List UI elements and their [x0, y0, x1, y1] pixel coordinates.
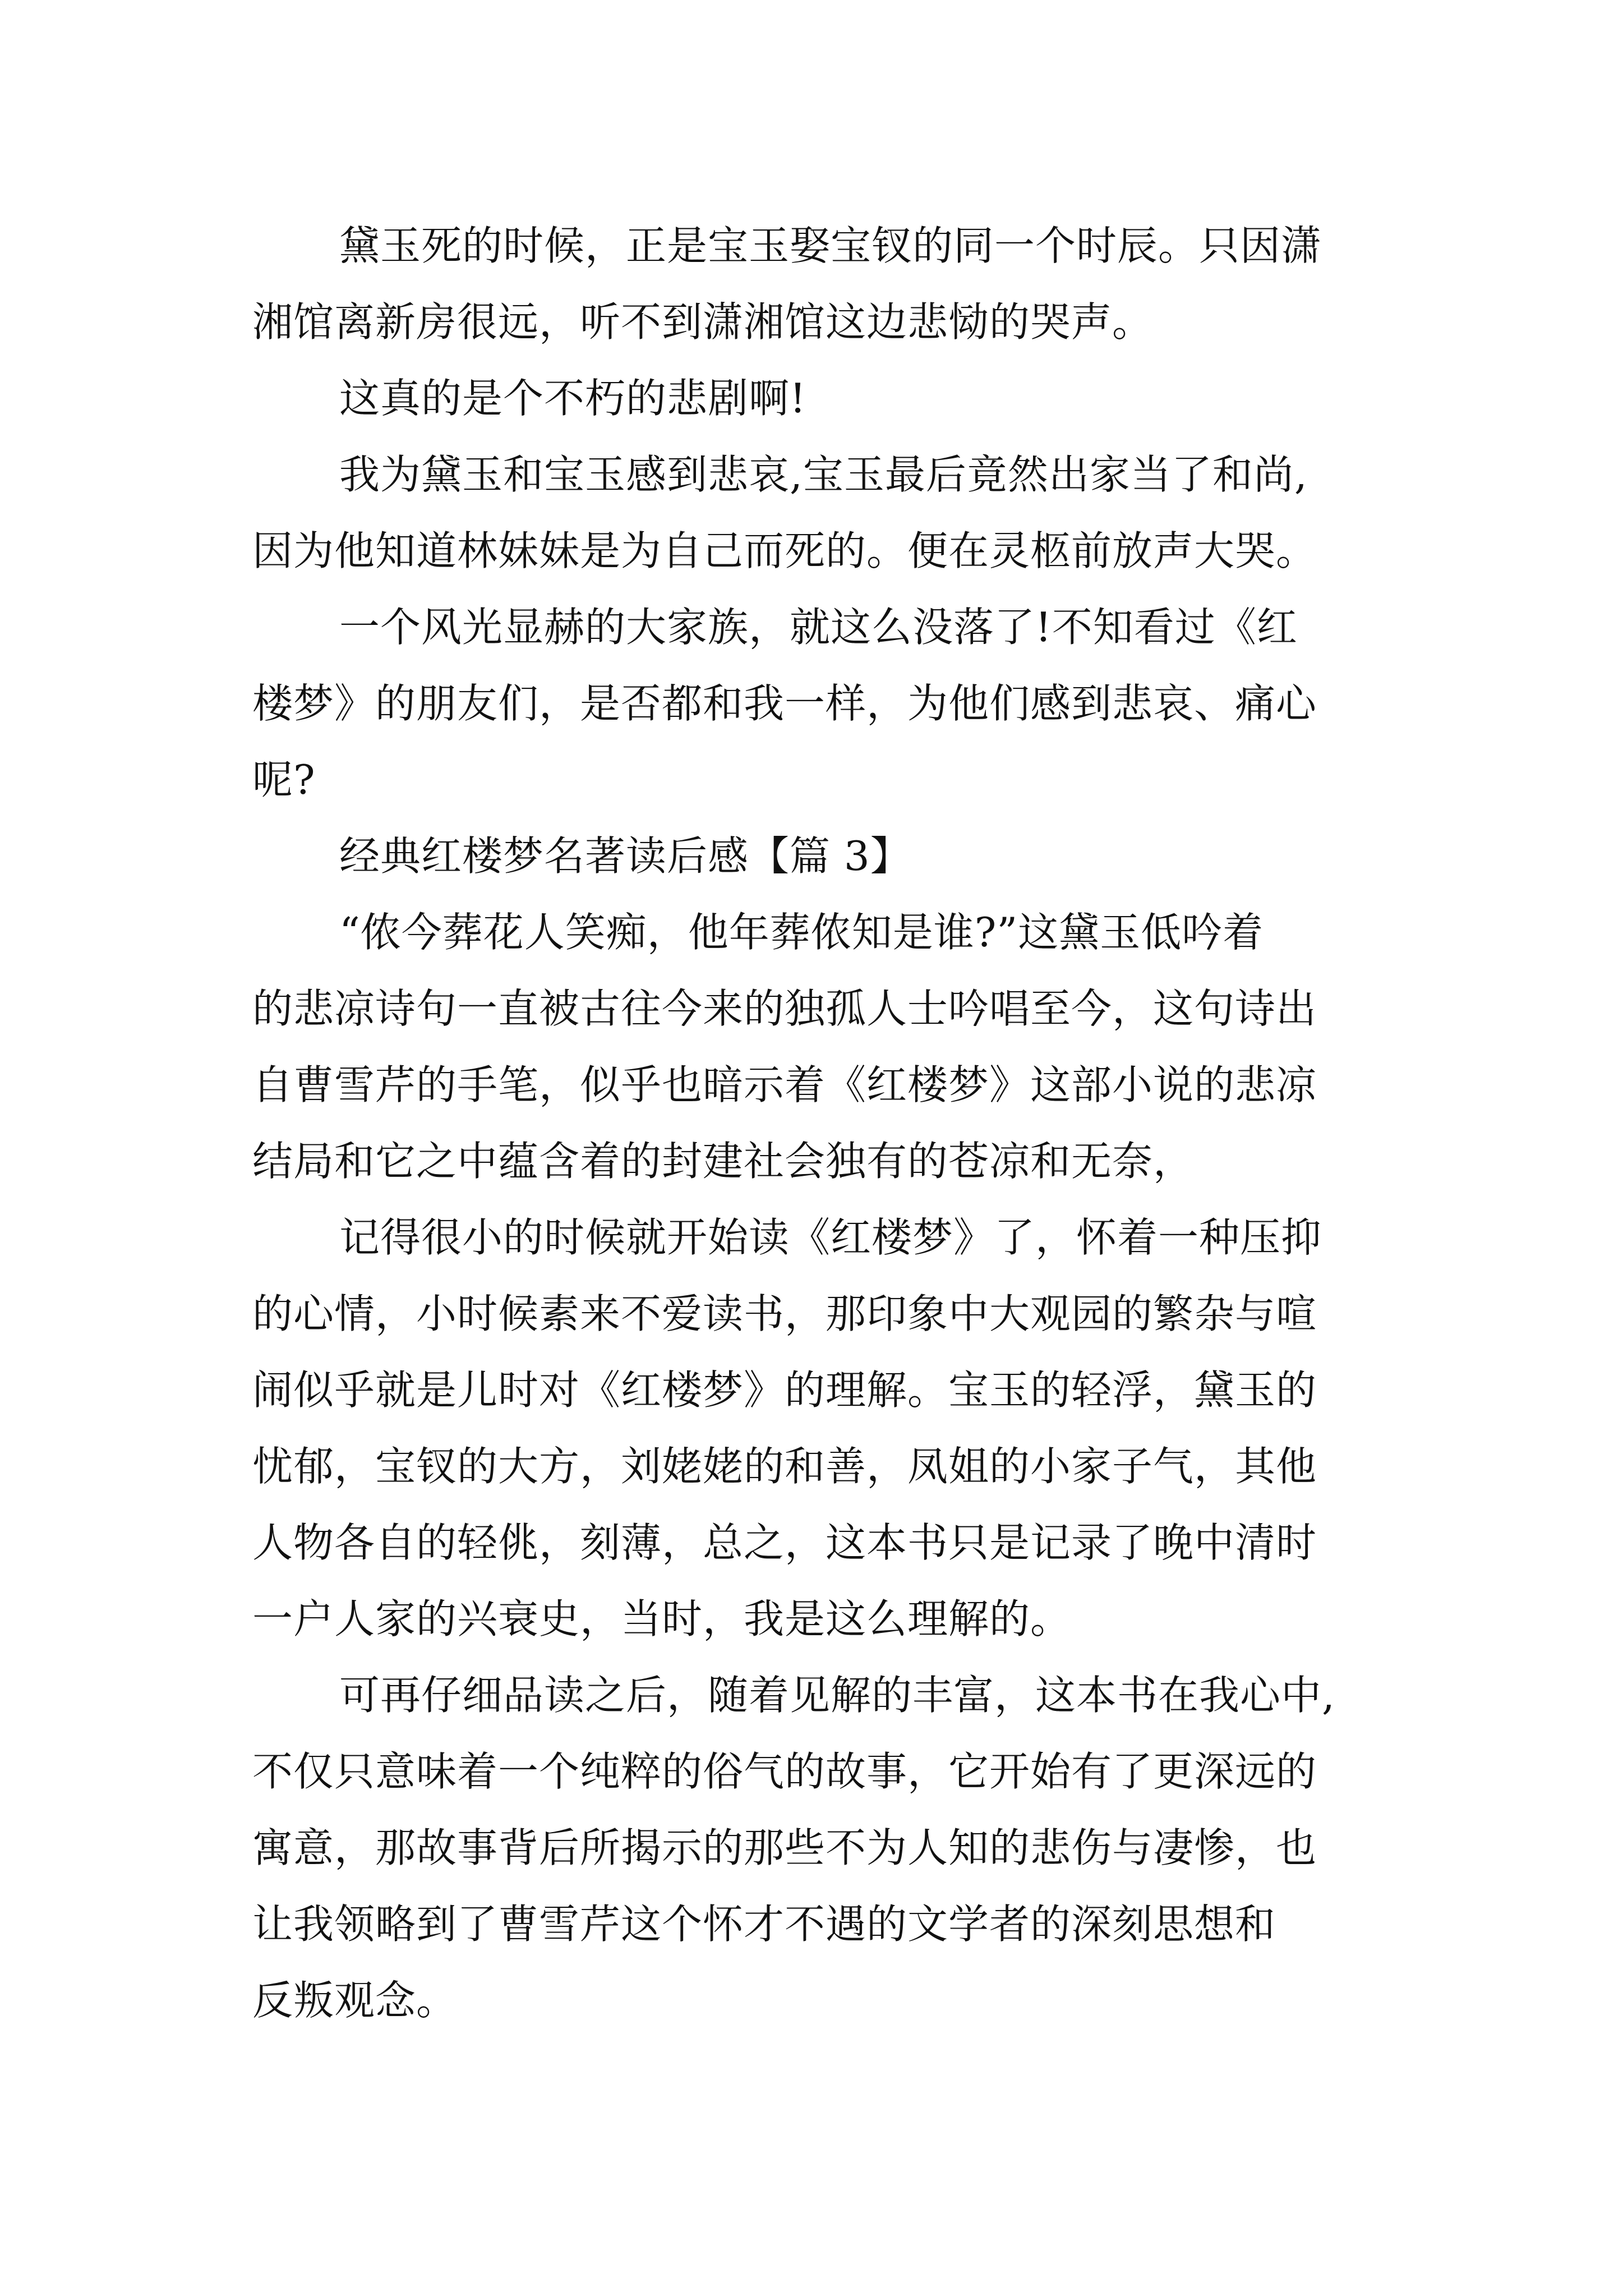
paragraph-3 — [252, 436, 1374, 589]
text-line: 黛玉死的时候，正是宝玉娶宝钗的同一个时辰。只因潇 — [339, 222, 1322, 269]
section-heading — [252, 818, 1374, 894]
text-line: 的心情，小时候素来不爱读书，那印象中大观园的繁杂与喧 — [252, 1290, 1317, 1337]
paragraph-2 — [252, 360, 1374, 436]
paragraph-7 — [252, 1199, 1374, 1657]
text-line: 忧郁，宝钗的大方，刘姥姥的和善，凤姐的小家子气，其他 — [252, 1443, 1317, 1490]
text-line: 楼梦》的朋友们，是否都和我一样，为他们感到悲哀、痛心 — [252, 680, 1317, 727]
text-line: 呢? — [252, 756, 316, 803]
text-line: 我为黛玉和宝玉感到悲哀,宝玉最后竟然出家当了和尚, — [339, 451, 1308, 498]
paragraph-4 — [252, 589, 1374, 818]
text-line: 让我领略到了曹雪芹这个怀才不遇的文学者的深刻思想和 — [252, 1901, 1276, 1948]
text-line: 一个风光显赫的大家族，就这么没落了!不知看过《红 — [339, 604, 1298, 651]
text-line: 这真的是个不朽的悲剧啊! — [339, 375, 806, 422]
heading-text: 经典红楼梦名著读后感【篇 3】 — [339, 832, 911, 880]
text-line: 反叛观念。 — [252, 1977, 458, 2024]
document-body — [252, 208, 1374, 2039]
text-line: 因为他知道林妹妹是为自己而死的。便在灵柩前放声大哭。 — [252, 527, 1317, 574]
paragraph-8 — [252, 1657, 1374, 2039]
text-line: 可再仔细品读之后，随着见解的丰富，这本书在我心中, — [339, 1672, 1335, 1719]
text-line: 不仅只意味着一个纯粹的俗气的故事，它开始有了更深远的 — [252, 1748, 1317, 1795]
text-line: 结局和它之中蕴含着的封建社会独有的苍凉和无奈， — [252, 1138, 1195, 1185]
text-line: 寓意，那故事背后所揭示的那些不为人知的悲伤与凄惨，也 — [252, 1824, 1317, 1871]
paragraph-1 — [252, 208, 1374, 360]
text-line: 的悲凉诗句一直被古往今来的独孤人士吟唱至今，这句诗出 — [252, 985, 1317, 1032]
text-line: 一户人家的兴衰史，当时，我是这么理解的。 — [252, 1595, 1072, 1642]
text-line: 闹似乎就是儿时对《红楼梦》的理解。宝玉的轻浮，黛玉的 — [252, 1366, 1317, 1414]
text-line: “侬今葬花人笑痴，他年葬侬知是谁?”这黛玉低吟着 — [339, 909, 1264, 956]
text-line: 人物各自的轻佻，刻薄，总之，这本书只是记录了晚中清时 — [252, 1519, 1317, 1566]
paragraph-6 — [252, 894, 1374, 1199]
text-line: 记得很小的时候就开始读《红楼梦》了，怀着一种压抑 — [339, 1214, 1322, 1261]
text-line: 自曹雪芹的手笔，似乎也暗示着《红楼梦》这部小说的悲凉 — [252, 1061, 1317, 1108]
text-line: 湘馆离新房很远，听不到潇湘馆这边悲恸的哭声。 — [252, 298, 1154, 346]
